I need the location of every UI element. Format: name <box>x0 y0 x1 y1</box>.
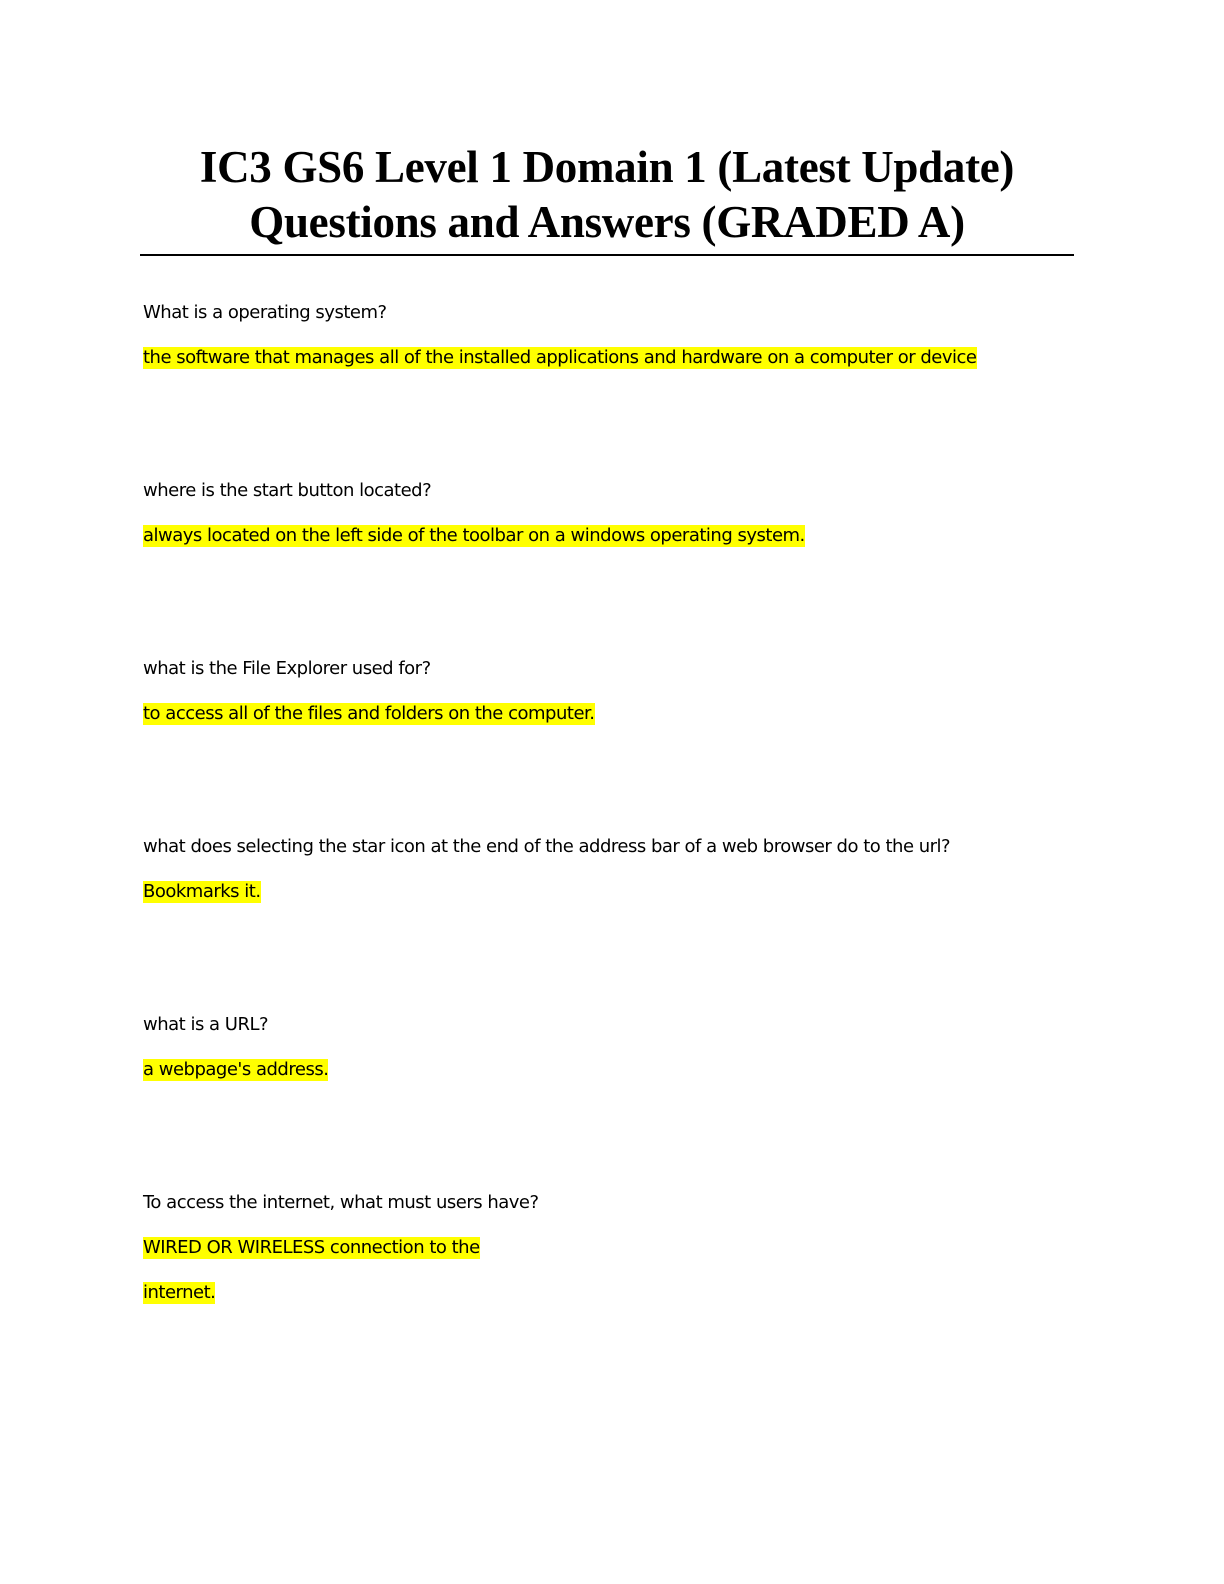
answer-text: Bookmarks it. <box>143 881 261 902</box>
qa-item-5 <box>143 1014 328 1081</box>
question-text: what does selecting the star icon at the end of the address bar of a web browser do to the url? <box>143 836 951 857</box>
qa-item-1 <box>143 302 977 369</box>
title-line-2: Questions and Answers (GRADED A) <box>249 197 965 247</box>
question-text: What is a operating system? <box>143 302 387 323</box>
question-text: what is the File Explorer used for? <box>143 658 431 679</box>
qa-item-4 <box>143 836 950 903</box>
qa-item-6 <box>143 1192 539 1304</box>
answer-text: WIRED OR WIRELESS connection to the <box>143 1237 480 1258</box>
title-underline <box>140 254 1074 256</box>
document-title <box>140 140 1074 250</box>
answer-text: to access all of the files and folders on the computer. <box>143 703 595 724</box>
answer-text: always located on the left side of the toolbar on a windows operating system. <box>143 525 805 546</box>
answer-text-continued: internet. <box>143 1282 216 1303</box>
question-text: where is the start button located? <box>143 480 432 501</box>
answer-text: a webpage's address. <box>143 1059 329 1080</box>
answer-text: the software that manages all of the installed applications and hardware on a computer or device <box>143 347 977 368</box>
qa-item-2 <box>143 480 805 547</box>
question-text: what is a URL? <box>143 1014 269 1035</box>
question-text: To access the internet, what must users have? <box>143 1192 539 1213</box>
title-line-1: IC3 GS6 Level 1 Domain 1 (Latest Update) <box>199 142 1015 192</box>
qa-item-3 <box>143 658 595 725</box>
